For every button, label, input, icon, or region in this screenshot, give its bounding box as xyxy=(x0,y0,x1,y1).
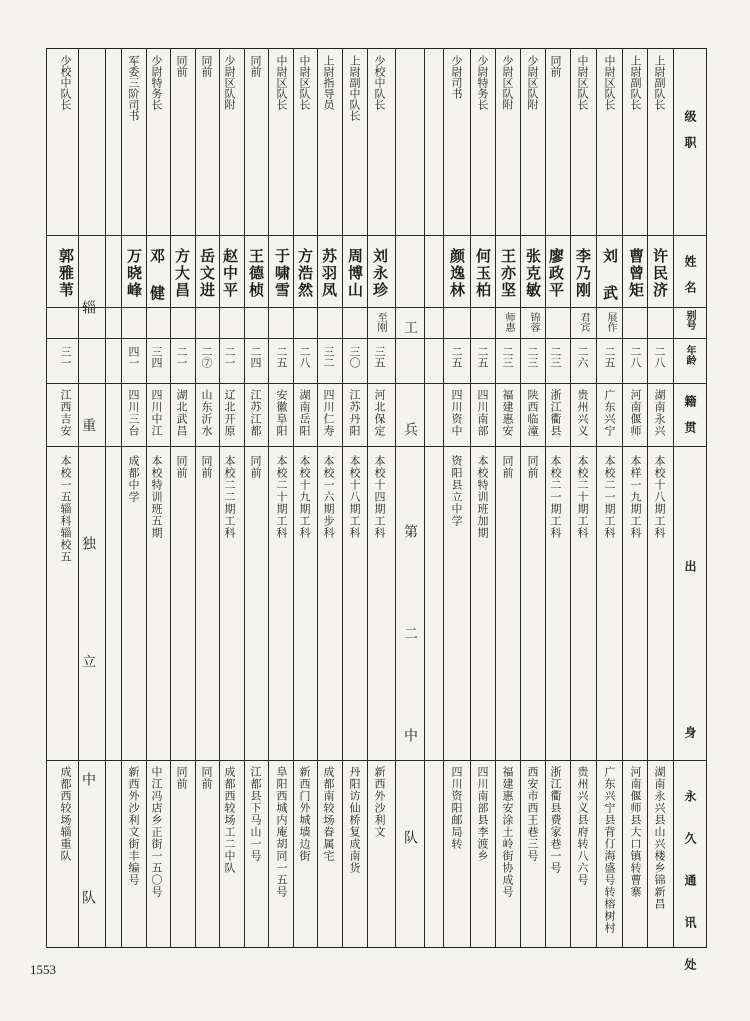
column-divider xyxy=(293,48,294,948)
row-age: 二五 xyxy=(450,346,463,368)
row-age: 二八 xyxy=(629,346,642,368)
row-address: 福建惠安涂土岭街协成号 xyxy=(501,766,514,898)
row-address: 湖南永兴县山兴楼乡锦新昌 xyxy=(653,766,666,910)
row-alias: 至刚 xyxy=(375,312,386,332)
row-age: 二六 xyxy=(576,346,589,368)
row-origin: 本校二一期工科 xyxy=(603,455,616,539)
row-rank: 同前 xyxy=(249,55,262,77)
row-native: 四川南部 xyxy=(476,389,489,437)
row-rank: 少尉特务长 xyxy=(150,55,163,110)
row-address: 四川南部县李渡乡 xyxy=(476,766,489,862)
row-address: 阜阳西城内庵胡同一五号 xyxy=(275,766,288,898)
row-native: 湖北武昌 xyxy=(175,389,188,437)
row-rank: 同前 xyxy=(200,55,213,77)
row-name: 邓 健 xyxy=(148,248,166,302)
row-rank: 少尉特务长 xyxy=(476,55,489,110)
row-age: 四一 xyxy=(127,346,140,368)
column-divider xyxy=(495,48,496,948)
column-divider xyxy=(673,48,674,948)
row-rank: 少尉区队附 xyxy=(526,55,539,110)
row-name: 赵中平 xyxy=(221,248,239,299)
row-address: 同前 xyxy=(175,766,188,790)
column-divider xyxy=(244,48,245,948)
row-age: 三五 xyxy=(373,346,386,368)
field-divider xyxy=(46,383,706,384)
row-rank: 中尉区队长 xyxy=(298,55,311,110)
row-rank: 上尉副队长 xyxy=(653,55,666,110)
column-divider xyxy=(520,48,521,948)
row-age: 三二 xyxy=(322,346,335,368)
row-rank: 少尉司书 xyxy=(450,55,463,99)
row-age: 二三 xyxy=(501,346,514,368)
row-alias: 锦蓉 xyxy=(528,312,539,332)
row-rank: 军委三阶司书 xyxy=(127,55,140,121)
row-address: 四川资阳邮局转 xyxy=(450,766,463,850)
row-address: 浙江衢县费家巷一号 xyxy=(549,766,562,874)
row-native: 四川资中 xyxy=(450,389,463,437)
column-divider xyxy=(622,48,623,948)
row-name: 岳文进 xyxy=(198,248,216,299)
row-name: 何玉柏 xyxy=(474,248,492,299)
row-age: 二五 xyxy=(275,346,288,368)
header-origin: 出 身 xyxy=(683,560,697,808)
row-native: 安徽阜阳 xyxy=(275,389,288,437)
row-origin: 同前 xyxy=(249,455,262,479)
row-age: 二四 xyxy=(249,346,262,368)
row-alias: 君宾 xyxy=(578,312,589,332)
row-address: 丹阳访仙桥复成南货 xyxy=(348,766,361,874)
row-address: 西安市西王巷三号 xyxy=(526,766,539,862)
header-address: 永 久 通 讯 处 xyxy=(683,790,697,978)
column-divider xyxy=(195,48,196,948)
row-native: 河北保定 xyxy=(373,389,386,437)
header-rank: 级 职 xyxy=(683,110,697,148)
column-divider xyxy=(470,48,471,948)
row-native: 四川仁寿 xyxy=(322,389,335,437)
page-number: 1553 xyxy=(30,962,56,977)
row-origin: 同前 xyxy=(175,455,188,479)
column-divider xyxy=(570,48,571,948)
column-divider xyxy=(367,48,368,948)
row-native: 四川中江 xyxy=(150,389,163,437)
row-rank: 上尉副队长 xyxy=(629,55,642,110)
row-rank: 少尉区队附 xyxy=(223,55,236,110)
row-native: 江西吉安 xyxy=(59,389,72,437)
row-age: 二八 xyxy=(653,346,666,368)
field-divider xyxy=(46,446,706,447)
row-origin: 本校一六期步科 xyxy=(322,455,335,539)
row-name: 方大昌 xyxy=(173,248,191,299)
field-divider xyxy=(46,338,706,339)
row-name: 许民济 xyxy=(651,248,669,299)
row-address: 新西门外城墙边街 xyxy=(298,766,311,862)
row-age: 二⑦ xyxy=(200,346,213,368)
row-rank: 同前 xyxy=(549,55,562,77)
column-divider xyxy=(46,48,47,948)
row-origin: 同前 xyxy=(526,455,539,479)
row-origin: 同前 xyxy=(501,455,514,479)
row-name: 于啸雪 xyxy=(273,248,291,299)
row-age: 二三 xyxy=(526,346,539,368)
row-native: 陕西临潼 xyxy=(526,389,539,437)
row-origin: 本校十四期工科 xyxy=(373,455,386,539)
column-divider xyxy=(170,48,171,948)
header-name: 姓 名 xyxy=(683,255,697,293)
row-age: 二八 xyxy=(298,346,311,368)
row-origin: 本校二二期工科 xyxy=(223,455,236,539)
row-address: 河南偃师县大口镇转曹寨 xyxy=(629,766,642,898)
column-divider xyxy=(121,48,122,948)
header-native: 籍 贯 xyxy=(683,395,697,433)
row-address: 新西外沙利文街丰编号 xyxy=(127,766,140,886)
row-native: 福建惠安 xyxy=(501,389,514,437)
column-divider xyxy=(78,48,79,948)
row-rank: 上尉副中队长 xyxy=(348,55,361,121)
row-name: 刘 武 xyxy=(601,248,619,302)
row-address: 成都西较场工二中队 xyxy=(223,766,236,874)
row-origin: 成都中学 xyxy=(127,455,140,503)
row-rank: 少校中队长 xyxy=(59,55,72,110)
row-origin: 资阳县立中学 xyxy=(450,455,463,527)
row-name: 刘永珍 xyxy=(371,248,389,299)
row-name: 廖政平 xyxy=(547,248,565,299)
row-origin: 本校特训班五期 xyxy=(150,455,163,539)
header-alias: 别号 xyxy=(684,310,695,330)
row-origin: 本校特训班加期 xyxy=(476,455,489,539)
field-divider xyxy=(46,307,706,308)
row-age: 二三 xyxy=(549,346,562,368)
row-age: 二一 xyxy=(223,346,236,368)
row-address: 贵州兴义县府转八六号 xyxy=(576,766,589,886)
row-native: 贵州兴义 xyxy=(576,389,589,437)
row-name: 王亦坚 xyxy=(499,248,517,299)
row-native: 江苏丹阳 xyxy=(348,389,361,437)
row-rank: 中尉区队长 xyxy=(275,55,288,110)
column-divider xyxy=(146,48,147,948)
row-alias: 师惠 xyxy=(503,312,514,332)
field-divider xyxy=(46,235,706,236)
row-native: 湖南永兴 xyxy=(653,389,666,437)
engineer-company-label: 工 兵 第 二 中 队 xyxy=(402,320,418,880)
row-native: 河南偃师 xyxy=(629,389,642,437)
row-name: 周博山 xyxy=(346,248,364,299)
row-origin: 本校一五辎科辎校五 xyxy=(59,455,72,563)
row-rank: 少尉区队附 xyxy=(501,55,514,110)
row-name: 苏羽凤 xyxy=(320,248,338,299)
row-origin: 同前 xyxy=(200,455,213,479)
row-name: 方浩然 xyxy=(296,248,314,299)
row-origin: 本样一九期工科 xyxy=(629,455,642,539)
row-age: 三〇 xyxy=(348,346,361,368)
row-native: 浙江衢县 xyxy=(549,389,562,437)
row-name: 颜逸林 xyxy=(448,248,466,299)
row-age: 三四 xyxy=(150,346,163,368)
table-top-border xyxy=(46,48,706,49)
row-address: 成都南较场眷属宅 xyxy=(322,766,335,862)
transport-company-label: 辎 重 独 立 中 队 xyxy=(80,300,96,948)
row-age: 二五 xyxy=(603,346,616,368)
column-divider xyxy=(219,48,220,948)
column-divider xyxy=(395,48,396,948)
row-name: 李乃刚 xyxy=(574,248,592,299)
column-divider xyxy=(105,48,106,948)
row-origin: 本校十九期工科 xyxy=(298,455,311,539)
row-address: 同前 xyxy=(200,766,213,790)
row-rank: 少校中队长 xyxy=(373,55,386,110)
row-rank: 同前 xyxy=(175,55,188,77)
row-age: 二一 xyxy=(175,346,188,368)
row-native: 辽北开原 xyxy=(223,389,236,437)
row-alias: 展作 xyxy=(605,312,616,332)
header-age: 年龄 xyxy=(684,345,695,365)
row-name: 张克敏 xyxy=(524,248,542,299)
row-origin: 本校二一期工科 xyxy=(549,455,562,539)
column-divider xyxy=(268,48,269,948)
column-divider xyxy=(706,48,707,948)
column-divider xyxy=(317,48,318,948)
column-divider xyxy=(647,48,648,948)
row-rank: 中尉区队长 xyxy=(603,55,616,110)
column-divider xyxy=(596,48,597,948)
row-rank: 中尉区队长 xyxy=(576,55,589,110)
row-name: 万晓峰 xyxy=(125,248,143,299)
row-native: 山东沂水 xyxy=(200,389,213,437)
row-address: 新西外沙利文 xyxy=(373,766,386,838)
row-native: 江苏江都 xyxy=(249,389,262,437)
row-origin: 本校十八期工科 xyxy=(348,455,361,539)
row-origin: 本校十八期工科 xyxy=(653,455,666,539)
row-name: 王德桢 xyxy=(247,248,265,299)
row-age: 三一 xyxy=(59,346,72,368)
row-origin: 本校二十期工科 xyxy=(576,455,589,539)
column-divider xyxy=(424,48,425,948)
row-native: 湖南岳阳 xyxy=(298,389,311,437)
row-native: 四川三台 xyxy=(127,389,140,437)
row-rank: 上尉指导员 xyxy=(322,55,335,110)
row-native: 广东兴宁 xyxy=(603,389,616,437)
column-divider xyxy=(443,48,444,948)
row-address: 成都西较场辎重队 xyxy=(59,766,72,862)
column-divider xyxy=(342,48,343,948)
row-name: 曹曾矩 xyxy=(627,248,645,299)
row-name: 郭雅苇 xyxy=(57,248,75,299)
row-address: 江都县下马山一号 xyxy=(249,766,262,862)
row-address: 广东兴宁县背仃海盛号转榕树村 xyxy=(603,766,616,934)
row-address: 中江冯店乡正街一五〇号 xyxy=(150,766,163,898)
table-bottom-border xyxy=(46,947,706,948)
field-divider xyxy=(46,760,706,761)
column-divider xyxy=(545,48,546,948)
row-origin: 本校二十期工科 xyxy=(275,455,288,539)
row-age: 二五 xyxy=(476,346,489,368)
